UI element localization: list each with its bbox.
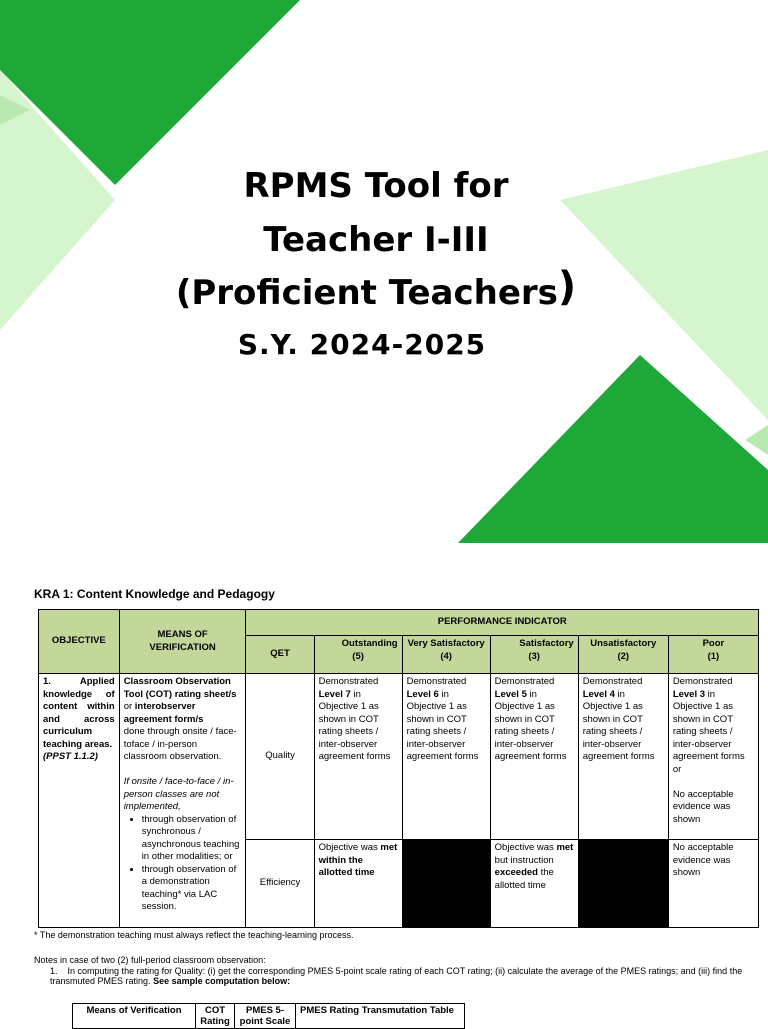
mini-col-transmutation: PMES Rating Transmutation Table: [296, 1004, 465, 1029]
qet-efficiency: Efficiency: [246, 840, 314, 928]
header-level-unsatisfactory: Unsatisfactory (2): [578, 636, 668, 674]
rating-table: [38, 609, 759, 928]
header-performance-indicator: PERFORMANCE INDICATOR: [246, 610, 759, 636]
header-means: MEANS OF VERIFICATION: [119, 610, 246, 674]
header-level-poor: Poor (1): [668, 636, 758, 674]
efficiency-unsatisfactory-blank: [578, 840, 668, 928]
quality-outstanding: Demonstrated Level 7 in Objective 1 as shown in COT rating sheets / inter-observer agreement forms: [314, 674, 402, 840]
header-objective: OBJECTIVE: [39, 610, 120, 674]
note-1: 1. In computing the rating for Quality: (i) get the corresponding PMES 5-point scale rating of each COT rating; (ii) calculate the average of the PMES ratings; and (iii) find the transmuted PMES rating. See sample computation below:: [50, 966, 743, 986]
efficiency-very-satisfactory-blank: [402, 840, 490, 928]
means-cell: Classroom Observation Tool (COT) rating sheet/s or interobserver agreement form/s done through onsite / face-toface / in-person classroom observation. If onsite / face-to-face / in- person classes are not implemented, • through observation of synchronous / asynchronous teaching in other modalities; or • through observation of a demonstration teaching* via LAC session.: [119, 674, 246, 928]
quality-satisfactory: Demonstrated Level 5 in Objective 1 as shown in COT rating sheets / inter-observer agreement forms: [490, 674, 578, 840]
quality-very-satisfactory: Demonstrated Level 6 in Objective 1 as shown in COT rating sheets / inter-observer agreement forms: [402, 674, 490, 840]
header-level-outstanding: Outstanding (5): [314, 636, 402, 674]
efficiency-satisfactory: Objective was met but instruction exceeded the allotted time: [490, 840, 578, 928]
school-year: S.Y. 2024-2025: [237, 328, 487, 361]
cover-title-line2: Teacher I-III: [263, 220, 489, 260]
qet-quality: Quality: [246, 674, 314, 840]
header-level-satisfactory: Satisfactory (3): [490, 636, 578, 674]
header-level-very-satisfactory: Very Satisfactory (4): [402, 636, 490, 674]
means-bullet: • through observation of synchronous / asynchronous teaching in other modalities; or: [142, 814, 242, 864]
notes-title: Notes in case of two (2) full-period classroom observation:: [34, 955, 266, 965]
means-bullet: • through observation of a demonstration teaching* via LAC session.: [142, 864, 242, 914]
quality-poor: Demonstrated Level 3 in Objective 1 as shown in COT rating sheets / inter-observer agreement forms or No acceptable evidence was shown: [668, 674, 758, 840]
efficiency-poor: No acceptable evidence was shown: [668, 840, 758, 928]
cover-title-line3: (Proficient Teachers): [175, 264, 577, 313]
mini-col-cot: COT Rating: [196, 1004, 235, 1029]
objective-cell: 1. Applied knowledge of content within and across curriculum teaching areas. (PPST 1.1.2): [39, 674, 120, 928]
mini-col-pmes: PMES 5-point Scale: [235, 1004, 296, 1029]
mini-col-means: Means of Verification: [73, 1004, 196, 1029]
sample-computation-table: [72, 1003, 465, 1029]
kra-title: KRA 1: Content Knowledge and Pedagogy: [34, 587, 275, 601]
quality-unsatisfactory: Demonstrated Level 4 in Objective 1 as shown in COT rating sheets / inter-observer agreement forms: [578, 674, 668, 840]
cover-title-line1: RPMS Tool for: [243, 166, 509, 206]
footnote: * The demonstration teaching must always reflect the teaching-learning process.: [34, 930, 354, 940]
header-qet: QET: [246, 636, 314, 674]
efficiency-outstanding: Objective was met within the allotted time: [314, 840, 402, 928]
